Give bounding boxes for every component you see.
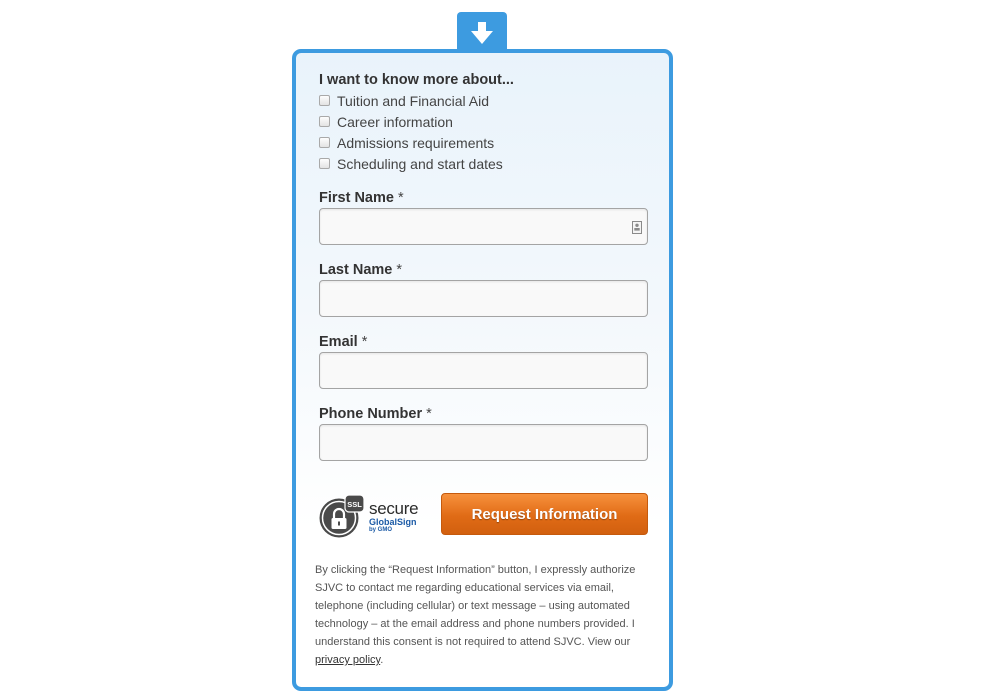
interests-checklist: [319, 90, 503, 174]
interest-option-scheduling[interactable]: [319, 153, 503, 174]
admissions-checkbox[interactable]: [319, 137, 330, 148]
last-name-input[interactable]: [319, 280, 648, 317]
interest-label: Tuition and Financial Aid: [337, 92, 490, 109]
request-info-form: [292, 49, 673, 691]
arrow-tab: [457, 12, 507, 52]
privacy-policy-link[interactable]: privacy policy: [315, 654, 381, 666]
ssl-provider-by: by GMO: [369, 527, 393, 533]
interest-label: Admissions requirements: [337, 134, 495, 151]
email-input[interactable]: [319, 352, 648, 389]
email-label: [319, 334, 367, 350]
phone-label-text: Phone Number: [319, 406, 423, 422]
arrow-down-icon: [470, 21, 494, 45]
required-marker: *: [426, 406, 432, 422]
consent-disclaimer: [315, 561, 650, 669]
disclaimer-suffix: .: [380, 654, 384, 666]
tuition-checkbox[interactable]: [319, 95, 330, 106]
last-name-label-text: Last Name: [319, 262, 393, 278]
ssl-provider: GlobalSign: [369, 517, 417, 527]
first-name-input[interactable]: [319, 208, 648, 245]
ssl-secure-badge[interactable]: [319, 493, 423, 539]
interest-option-admissions[interactable]: [319, 132, 503, 153]
interest-option-tuition[interactable]: [319, 90, 503, 111]
interest-option-career[interactable]: [319, 111, 503, 132]
phone-input[interactable]: [319, 424, 648, 461]
last-name-label: [319, 262, 402, 278]
interests-heading: I want to know more about...: [319, 72, 514, 88]
ssl-secure-text: secure: [369, 499, 419, 518]
interest-label: Career information: [337, 113, 453, 130]
required-marker: *: [397, 190, 404, 206]
request-information-button[interactable]: Request Information: [441, 493, 648, 535]
scheduling-checkbox[interactable]: [319, 158, 330, 169]
ssl-label: SSL: [347, 500, 362, 509]
contact-card-icon[interactable]: [632, 221, 642, 234]
email-label-text: Email: [319, 334, 358, 350]
career-checkbox[interactable]: [319, 116, 330, 127]
phone-label: [319, 406, 432, 422]
first-name-label-text: First Name: [319, 190, 394, 206]
padlock-icon: [319, 493, 365, 539]
interest-label: Scheduling and start dates: [337, 155, 503, 172]
required-marker: *: [396, 262, 403, 278]
first-name-label: [319, 190, 404, 206]
disclaimer-text: By clicking the “Request Information” button, I expressly authorize SJVC to contact me regarding educational services via email, telephone (including cellular) or text message – using automated technology – at the email address and phone numbers provided. I understand this consent is not required to attend SJVC. View our: [315, 564, 636, 648]
required-marker: *: [361, 334, 368, 350]
